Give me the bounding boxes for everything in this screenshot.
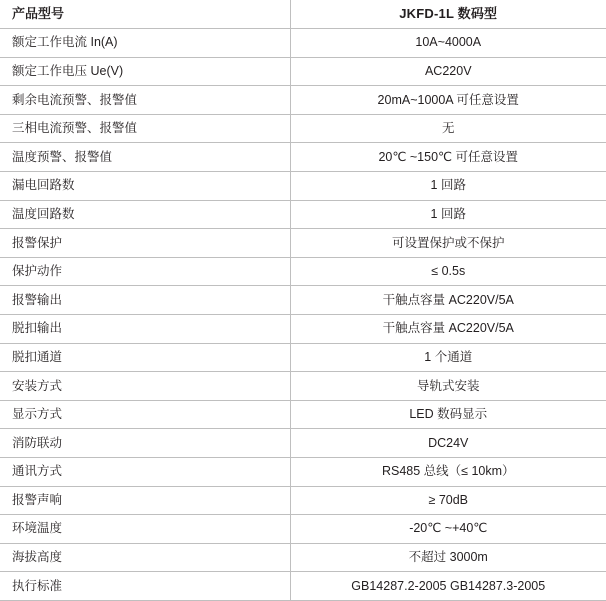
spec-label: 额定工作电流 In(A) [0, 29, 290, 58]
spec-value: -20℃ ~+40℃ [290, 515, 606, 544]
table-row [0, 114, 606, 143]
spec-value: DC24V [290, 429, 606, 458]
spec-value: 不超过 3000m [290, 543, 606, 572]
spec-label: 消防联动 [0, 429, 290, 458]
table-row [0, 458, 606, 487]
spec-header-value: JKFD-1L 数码型 [290, 0, 606, 29]
table-row [0, 572, 606, 601]
spec-label: 报警保护 [0, 229, 290, 258]
spec-label: 显示方式 [0, 400, 290, 429]
table-row [0, 172, 606, 201]
spec-label: 温度回路数 [0, 200, 290, 229]
spec-value: 无 [290, 114, 606, 143]
table-row [0, 57, 606, 86]
spec-label: 保护动作 [0, 257, 290, 286]
spec-value: GB14287.2-2005 GB14287.3-2005 [290, 572, 606, 601]
spec-label: 温度预警、报警值 [0, 143, 290, 172]
table-row [0, 315, 606, 344]
table-row [0, 372, 606, 401]
spec-value: LED 数码显示 [290, 400, 606, 429]
spec-value: 干触点容量 AC220V/5A [290, 315, 606, 344]
spec-value: 20℃ ~150℃ 可任意设置 [290, 143, 606, 172]
table-row [0, 343, 606, 372]
spec-label: 漏电回路数 [0, 172, 290, 201]
spec-value: AC220V [290, 57, 606, 86]
table-row [0, 29, 606, 58]
table-row [0, 429, 606, 458]
spec-label: 剩余电流预警、报警值 [0, 86, 290, 115]
table-row [0, 486, 606, 515]
table-row [0, 400, 606, 429]
table-row [0, 229, 606, 258]
spec-label: 通讯方式 [0, 458, 290, 487]
table-row [0, 257, 606, 286]
spec-label: 三相电流预警、报警值 [0, 114, 290, 143]
table-row [0, 543, 606, 572]
spec-label: 执行标准 [0, 572, 290, 601]
spec-table-header-row [0, 0, 606, 29]
table-row [0, 86, 606, 115]
spec-label: 海拔高度 [0, 543, 290, 572]
table-row [0, 200, 606, 229]
spec-value: 10A~4000A [290, 29, 606, 58]
table-row [0, 143, 606, 172]
spec-header-label: 产品型号 [0, 0, 290, 29]
spec-value: ≥ 70dB [290, 486, 606, 515]
spec-value: RS485 总线（≤ 10km） [290, 458, 606, 487]
spec-value: 20mA~1000A 可任意设置 [290, 86, 606, 115]
spec-value: 导轨式安装 [290, 372, 606, 401]
table-row [0, 515, 606, 544]
spec-value: 1 回路 [290, 172, 606, 201]
spec-value: 1 个通道 [290, 343, 606, 372]
spec-value: 可设置保护或不保护 [290, 229, 606, 258]
spec-label: 脱扣通道 [0, 343, 290, 372]
spec-label: 环境温度 [0, 515, 290, 544]
spec-label: 报警输出 [0, 286, 290, 315]
table-row [0, 286, 606, 315]
spec-value: 干触点容量 AC220V/5A [290, 286, 606, 315]
spec-label: 额定工作电压 Ue(V) [0, 57, 290, 86]
spec-label: 报警声响 [0, 486, 290, 515]
spec-value: 1 回路 [290, 200, 606, 229]
spec-label: 脱扣输出 [0, 315, 290, 344]
spec-label: 安装方式 [0, 372, 290, 401]
spec-value: ≤ 0.5s [290, 257, 606, 286]
